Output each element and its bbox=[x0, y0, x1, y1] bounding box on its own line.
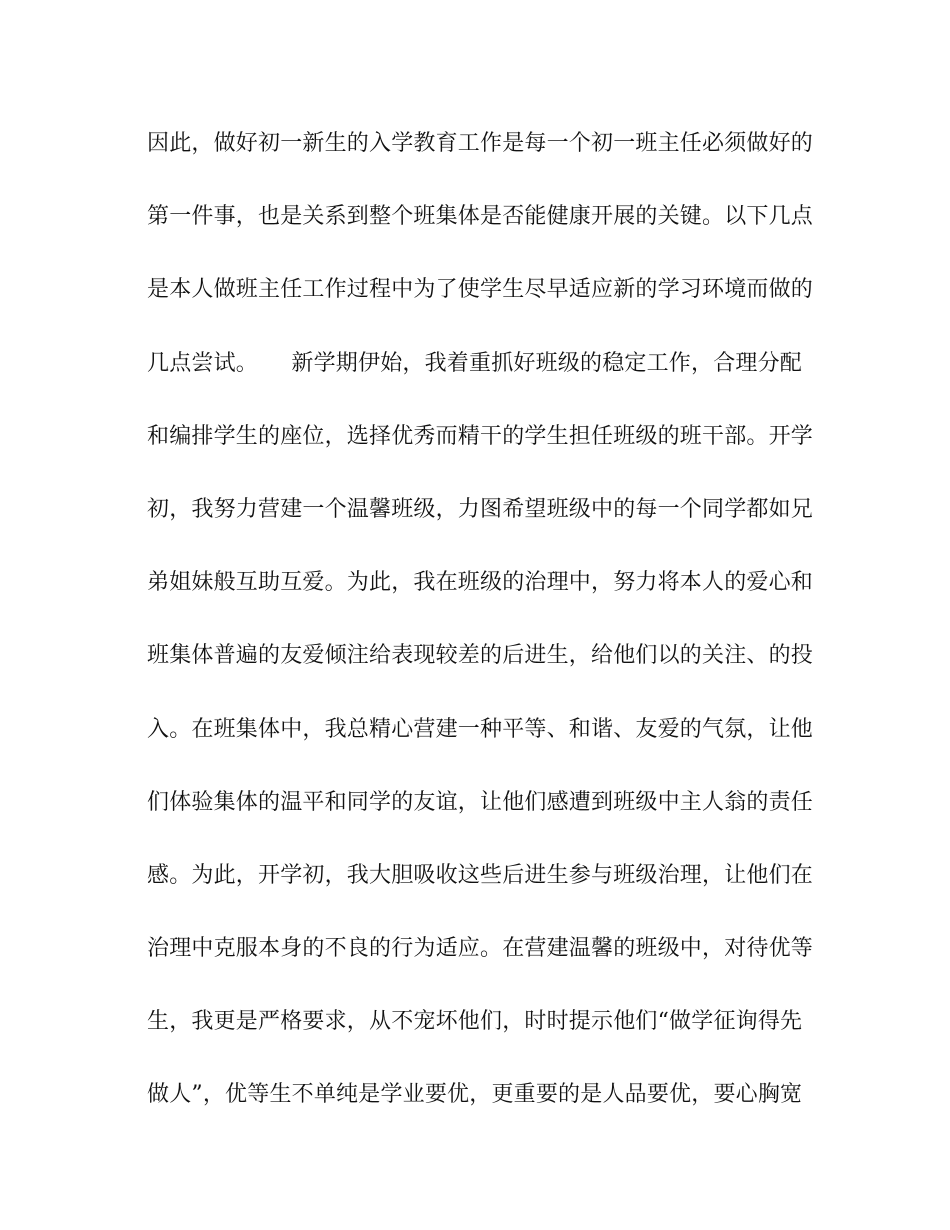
body-text bbox=[147, 124, 814, 1149]
text-line: 班集体普遍的友爱倾注给表现较差的后进生，给他们以的关注、的投 bbox=[147, 643, 814, 669]
text-line: 做人”，优等生不单纯是学业要优，更重要的是人品要优，要心胸宽 bbox=[147, 1082, 803, 1108]
text-line: 治理中克服本身的不良的行为适应。在营建温馨的班级中，对待优等 bbox=[147, 936, 814, 962]
text-line: 们体验集体的温平和同学的友谊，让他们感遭到班级中主人翁的责任 bbox=[147, 789, 814, 815]
text-line: 弟姐妹般互助互爱。为此，我在班级的治理中，努力将本人的爱心和 bbox=[147, 570, 814, 596]
text-line: 几点尝试。 新学期伊始，我着重抓好班级的稳定工作，合理分配 bbox=[147, 350, 803, 376]
text-line: 因此，做好初一新生的入学教育工作是每一个初一班主任必须做好的 bbox=[147, 131, 814, 156]
text-line: 感。为此，开学初，我大胆吸收这些后进生参与班级治理，让他们在 bbox=[147, 862, 814, 888]
text-line: 是本人做班主任工作过程中为了使学生尽早适应新的学习环境而做的 bbox=[147, 277, 814, 303]
text-line: 入。在班集体中，我总精心营建一种平等、和谐、友爱的气氛，让他 bbox=[147, 716, 814, 742]
text-line: 初，我努力营建一个温馨班级，力图希望班级中的每一个同学都如兄 bbox=[147, 496, 814, 522]
text-line: 第一件事，也是关系到整个班集体是否能健康开展的关键。以下几点 bbox=[147, 204, 814, 230]
text-line: 生，我更是严格要求，从不宠坏他们，时时提示他们“做学征询得先 bbox=[147, 1009, 803, 1035]
text-line: 和编排学生的座位，选择优秀而精干的学生担任班级的班干部。开学 bbox=[147, 423, 814, 449]
